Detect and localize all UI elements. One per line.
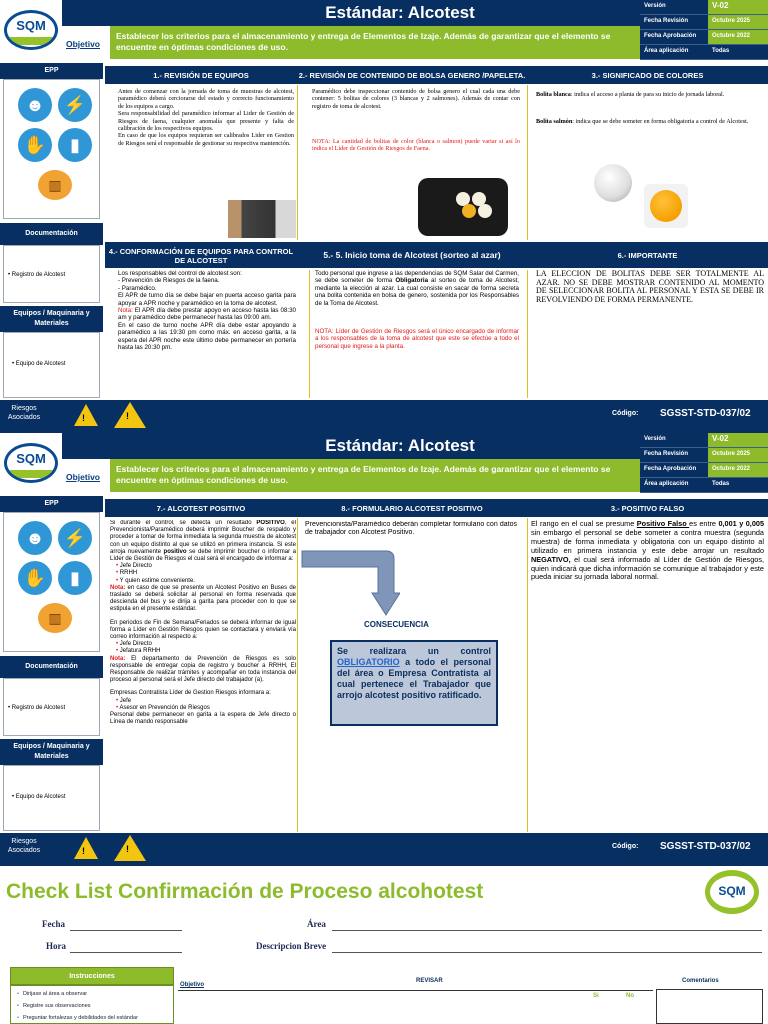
section-9-head: 3.- POSITIVO FALSO: [527, 499, 768, 517]
meta-key: Versión: [644, 3, 666, 9]
s7-bold: positivo: [163, 548, 187, 555]
objetivo-line: [178, 990, 653, 991]
s4-line: En el caso de turno noche APR día debe estar apoyando a paramédico a las 19:30 pm como máx. en acceso garita, a la espera del APR noche este último debe permanecer en portería hasta las 20:30 pm.: [118, 321, 296, 352]
sidebar: [0, 63, 103, 400]
section-9-body: [531, 520, 764, 610]
sqm-logo: SQM: [4, 443, 58, 483]
note-text: : El APR día debe prestar apoyo en acceso hasta las 08:30 am y paramédico debe permanecer hasta las 09:00 am.: [118, 307, 296, 322]
fall-hazard-icon: !: [114, 402, 146, 428]
divider: [527, 518, 528, 832]
white-ball-photo: [594, 164, 632, 202]
meta-value: Octubre 2025: [708, 448, 768, 462]
boot-icon: ⚡: [58, 88, 92, 122]
fall-hazard-icon: !: [114, 835, 146, 861]
comentarios-label: Comentarios: [682, 978, 719, 984]
s7-list: [110, 563, 296, 585]
objetivo-label: Objetivo: [180, 982, 205, 988]
note-text: en caso de que se presente un Alcotest Positivo en Buses de traslado se deberá solicitar al personal en forma reservada que descienda del bus y se dirija a garita para proceder con lo que se estipula en el presente estándar.: [110, 584, 296, 613]
meta-key: Fecha Revisión: [644, 451, 689, 457]
meta-key: Área aplicación: [644, 48, 689, 54]
documentacion-box: [3, 245, 100, 303]
salmon-ball-photo: [644, 184, 688, 228]
area-input[interactable]: [332, 930, 762, 931]
instruction-item: • Preguntar fortalezas y debilidades del estándar: [17, 1015, 138, 1021]
si-label: Si: [593, 993, 599, 999]
section-6-body: LA ELECCION DE BOLITAS DEBE SER TOTALMENTE AL AZAR. NO SE DEBE MOSTRAR CONTENIDO AL MOMENTO DE SELECCIONAR BOLITA AL PERSONAL Y ESTA SE DEBE IR REVOLVIENDO DE FORMA PERMANENTE.: [536, 270, 764, 304]
divider: [309, 270, 310, 398]
objective-label: Objetivo: [66, 39, 101, 49]
note-label: Nota:: [110, 584, 126, 591]
equipos-item-label: Equipo de Alcotest: [15, 794, 66, 800]
slip-hazard-icon: !: [74, 404, 98, 426]
sidebar: [0, 496, 103, 833]
boot-icon: ⚡: [58, 521, 92, 555]
epp-label: EPP: [0, 496, 103, 512]
divider: [527, 85, 528, 240]
codigo-value: SGSST-STD-037/02: [660, 841, 751, 852]
s9-text: sin embargo el personal se debe someter a contra muestra (segunda muestra) de forma inmediata y obligatoria con un equipo distinto al utilizado en primera instancia y este debe arrojar un resultado: [531, 527, 764, 555]
divider: [297, 85, 298, 240]
salmon-ball-desc: : indica que se debe someter en forma obligatoria a control de Alcotest.: [572, 118, 749, 125]
meta-table: [640, 433, 768, 493]
s7-para: Empresas Contratista Líder de Gestion Riesgos informara a:: [110, 690, 271, 697]
cons-underline: OBLIGATORIO: [337, 657, 400, 667]
alcotest-device-photo: [228, 200, 296, 238]
note-label: Nota: [118, 307, 132, 315]
fecha-input[interactable]: [70, 930, 182, 931]
objective-text: Establecer los criterios para el almacenamiento y entrega de Elementos de Izaje. Además de garantizar que el elemento se encuentre en óptimas condiciones de uso.: [110, 459, 640, 492]
divider: [297, 518, 298, 832]
cons-text: Se realizara un control: [337, 646, 491, 656]
standard-page-2: [0, 433, 768, 866]
footer: [0, 833, 768, 866]
s4-line: - Paramédico.: [118, 284, 157, 292]
section-5-note: NOTA: Líder de Gestión de Riesgos será el único encargado de informar a los responsables de la toma de alcotest que este se efectúe a todo el personal que ingrese a la planta.: [315, 328, 519, 350]
codigo-label: Código:: [612, 410, 639, 417]
s9-bold: NEGATIVO,: [531, 554, 571, 564]
s9-text: el cual será informado al Líder de Gestión de Riesgos, quien indicará que dicha información se comunique al trabajador y este pueda iniciar su jornada laboral normal.: [531, 554, 764, 582]
checklist-page: [0, 866, 768, 1024]
area-label: Área: [307, 919, 326, 929]
s9-text: es entre: [689, 520, 719, 528]
epp-box: [3, 79, 100, 219]
equipos-box: [3, 765, 100, 831]
epp-label: EPP: [0, 63, 103, 79]
meta-key: Fecha Aprobación: [644, 466, 697, 472]
objective-label: Objetivo: [66, 472, 101, 482]
sqm-logo: [705, 870, 759, 914]
sqm-logo: SQM: [4, 10, 58, 50]
s5-bold: Obligatoria: [395, 277, 429, 285]
s7-bold: POSITIVO: [256, 520, 285, 526]
doc-item: • Registro de Alcotest: [8, 272, 66, 278]
flow-arrow-icon: [300, 549, 400, 619]
section-2-note: NOTA: La cantidad de bolitas de color (blanca o salmon) puede variar si así lo indica el Líder de Gestión de Riesgos de Faena.: [312, 138, 520, 153]
consecuencia-label: CONSECUENCIA: [364, 620, 429, 629]
riesgos-label: Riesgos Asociados: [7, 838, 41, 854]
sqm-logo-text: SQM: [710, 876, 754, 908]
hora-input[interactable]: [70, 952, 182, 953]
list-item: • RRHH: [116, 570, 138, 577]
note-text: El departamento de Prevención de Riesgos es solo responsable de entregar copia de registro y boucher a RRHH, El Responsable de realizar trámites y acompañar en toda instancia del proceso al personal será el Jefe directo del trabajador (a).: [110, 655, 296, 684]
documentacion-label: Documentación: [0, 656, 103, 678]
s9-text: El rango en el cual se presume: [531, 520, 637, 528]
logo-area: [0, 0, 62, 60]
s7-note: [110, 585, 296, 614]
sunscreen-icon: ▮: [58, 128, 92, 162]
meta-value: Octubre 2022: [708, 463, 768, 477]
equipos-item: • Equipo de Alcotest: [12, 794, 66, 800]
s5-text: Todo personal que ingrese a las dependencias de SQM Salar del Carmen, se debe someter de forma: [315, 270, 519, 285]
section-6-head: 6.- IMPORTANTE: [527, 242, 768, 268]
s9-underline: Positivo Falso: [636, 520, 690, 528]
s4-line: Los responsables del control de alcotest son:: [118, 270, 242, 277]
salmon-ball-term: Bolita salmón: [536, 118, 573, 125]
section-3-b2: [536, 118, 764, 148]
doc-item-label: Registro de Alcotest: [11, 272, 66, 278]
meta-key: Fecha Revisión: [644, 18, 689, 24]
section-3-b1: [536, 91, 764, 121]
equipos-item-label: Equipo de Alcotest: [15, 361, 66, 367]
helmet-icon: ☻: [18, 521, 52, 555]
documentacion-label: Documentación: [0, 223, 103, 245]
bag-photo: [418, 178, 508, 236]
meta-key: Área aplicación: [644, 481, 689, 487]
note-label: Nota:: [110, 655, 126, 662]
documentacion-box: [3, 678, 100, 736]
section-2-body: Paramédico debe inspeccionar contenido de bolsa genero el cual cada una debe contener: 5 bolitas de colores (3 blancas y 2 salmones). Además de contar con registro de toma de alcotest.: [312, 88, 520, 110]
s9-bold: 0,001 y 0,005: [718, 520, 764, 528]
list-item: • Jefe: [116, 697, 132, 704]
meta-value: V-02: [708, 0, 768, 14]
meta-value: Todas: [712, 48, 730, 54]
white-ball-term: Bolita blanca: [536, 91, 571, 98]
section-8-head: 8.- FORMULARIO ALCOTEST POSITIVO: [297, 499, 527, 517]
section-4-head: 4.- CONFORMACIÓN DE EQUIPOS PARA CONTROL DE ALCOTEST: [105, 242, 297, 268]
list-item: • Asesor en Prevención de Riesgos: [116, 704, 210, 711]
section-5-head: 5.- 5. Inicio toma de Alcotest (sorteo al azar): [297, 242, 527, 268]
codigo-value: SGSST-STD-037/02: [660, 408, 751, 419]
equipos-box: [3, 332, 100, 398]
page-title: Estándar: Alcotest: [325, 3, 475, 22]
vest-icon: ▥: [38, 603, 72, 633]
standard-page-1: [0, 0, 768, 433]
comentarios-box[interactable]: [656, 989, 763, 1024]
meta-value: Todas: [712, 481, 730, 487]
hora-label: Hora: [46, 941, 66, 951]
instrucciones-box: [10, 985, 174, 1024]
revisar-label: REVISAR: [416, 978, 443, 984]
list-item: • Jefe Directo: [116, 641, 152, 648]
glove-icon: ✋: [18, 128, 52, 162]
s7-list: [110, 641, 296, 655]
meta-key: Versión: [644, 436, 666, 442]
descripcion-input[interactable]: [332, 952, 762, 953]
section-1-head: 1.- REVISIÓN DE EQUIPOS: [105, 66, 297, 84]
meta-key: Fecha Aprobación: [644, 33, 697, 39]
s7-text: se debe imprimir boucher o informar a Líder de Gestión de Riesgos el cual será el encargado de informar a:: [110, 548, 296, 563]
s4-line: El APR de turno día se debe bajar en puerta acceso garita para apoyar a APR noche y paramédico en la toma de alcotest.: [118, 292, 296, 307]
equipos-label: Equipos / Maquinaria y Materiales: [0, 739, 103, 765]
doc-item: • Registro de Alcotest: [8, 705, 66, 711]
glove-icon: ✋: [18, 561, 52, 595]
instrucciones-head: Instrucciones: [10, 967, 174, 985]
section-4-body: [118, 270, 296, 398]
s7-para: Personal debe permanecer en garita a la espera de Jefe directo o Línea de mando responsable: [110, 712, 296, 726]
section-1-body: Antes de comenzar con la jornada de toma de muestras de alcotest, paramédico deberá cerciorarse del estado y correcto funcionamiento de los equipos a cargo. Sera responsabilidad del paramédico informar al Lider de Gestión de Riesgos de faena, cualquier anomalía que presente y falta de calibración de los respectivos equipos. En caso de que los equipos requieran ser calibrados Lider en Gestion de Riesgos será el responsable de gestionar su respectiva mantención.: [118, 88, 294, 147]
consecuencia-box: [330, 640, 498, 726]
no-label: No: [626, 993, 634, 999]
section-5-body: [315, 270, 519, 330]
s7-note: [110, 656, 296, 685]
fecha-label: Fecha: [42, 919, 65, 929]
objective-text: Establecer los criterios para el almacenamiento y entrega de Elementos de Izaje. Además de garantizar que el elemento se encuentre en óptimas condiciones de uso.: [110, 26, 640, 59]
meta-table: [640, 0, 768, 60]
s4-note: [118, 307, 296, 322]
s4-line: - Prevención de Riesgos de la faena.: [118, 277, 220, 285]
meta-value: V-02: [708, 433, 768, 447]
white-ball-icon: [478, 204, 492, 218]
descripcion-label: Descripcion Breve: [256, 941, 327, 951]
doc-item-label: Registro de Alcotest: [11, 705, 66, 711]
footer: [0, 400, 768, 433]
page-title: Estándar: Alcotest: [325, 436, 475, 455]
section-7-head: 7.- ALCOTEST POSITIVO: [105, 499, 297, 517]
section-3-head: 3.- SIGNIFICADO DE COLORES: [527, 66, 768, 84]
instruction-item: • Registre sus observaciones: [17, 1003, 91, 1009]
divider: [527, 270, 528, 398]
s7-list: [110, 698, 296, 712]
salmon-ball-icon: [462, 204, 476, 218]
equipos-label: Equipos / Maquinaria y Materiales: [0, 306, 103, 332]
s7-para: [110, 520, 296, 563]
list-item: • Jefe Directo: [116, 563, 152, 570]
helmet-icon: ☻: [18, 88, 52, 122]
s7-text: , el Prevencionista/Paramédico deberá imprimir Boucher de respaldo y proceder a tomar de forma inmediata la segunda muestra de alcotest con un equipo distinto al que se utilizó en primera instancia. Si este arroja nuevamente: [110, 520, 296, 555]
checklist-title: Check List Confirmación de Proceso alcohotest: [6, 880, 484, 903]
instruction-item: • Dirijase al área a observar: [17, 991, 87, 997]
slip-hazard-icon: !: [74, 837, 98, 859]
section-8-body: Prevencionista/Paramédico deberán completar formulario con datos de trabajador con Alcotest Positivo.: [305, 521, 517, 537]
codigo-label: Código:: [612, 843, 639, 850]
logo-area: [0, 433, 62, 493]
s7-para: En periodos de Fin de Semana/Feriados se deberá informar de igual forma a Líder en Gestión Riesgos quien se contactara y enviará vía correo información al respecto a:: [110, 619, 296, 641]
s7-text: Si durante el control, se detecta un resultado: [110, 520, 257, 526]
epp-box: [3, 512, 100, 652]
section-2-head: 2.- REVISIÓN DE CONTENIDO DE BOLSA GENERO /PAPELETA.: [297, 66, 527, 84]
vest-icon: ▥: [38, 170, 72, 200]
list-item: • Jefatura RRHH: [116, 648, 161, 655]
list-item: • Y quien estime conveniente.: [116, 577, 195, 584]
white-ball-desc: : indica el acceso a planta de para su inicio de jornada laboral.: [570, 91, 725, 98]
sunscreen-icon: ▮: [58, 561, 92, 595]
section-7-body: [110, 520, 296, 832]
meta-value: Octubre 2025: [708, 15, 768, 29]
s5-text: al sorteo de toma de Alcotest, mediante la elección al azar. La cual consiste en sacar de forma secreta una bolita contenida en bolsa de genero, sostenida por los Responsables de la Toma de Alcotest.: [315, 277, 519, 307]
equipos-item: • Equipo de Alcotest: [12, 361, 66, 367]
meta-value: Octubre 2022: [708, 30, 768, 44]
riesgos-label: Riesgos Asociados: [7, 405, 41, 421]
cons-text: a todo el personal del área o Empresa Contratista al cual pertenece el Trabajador que arrojo alcotest positivo ratificado.: [337, 657, 491, 700]
